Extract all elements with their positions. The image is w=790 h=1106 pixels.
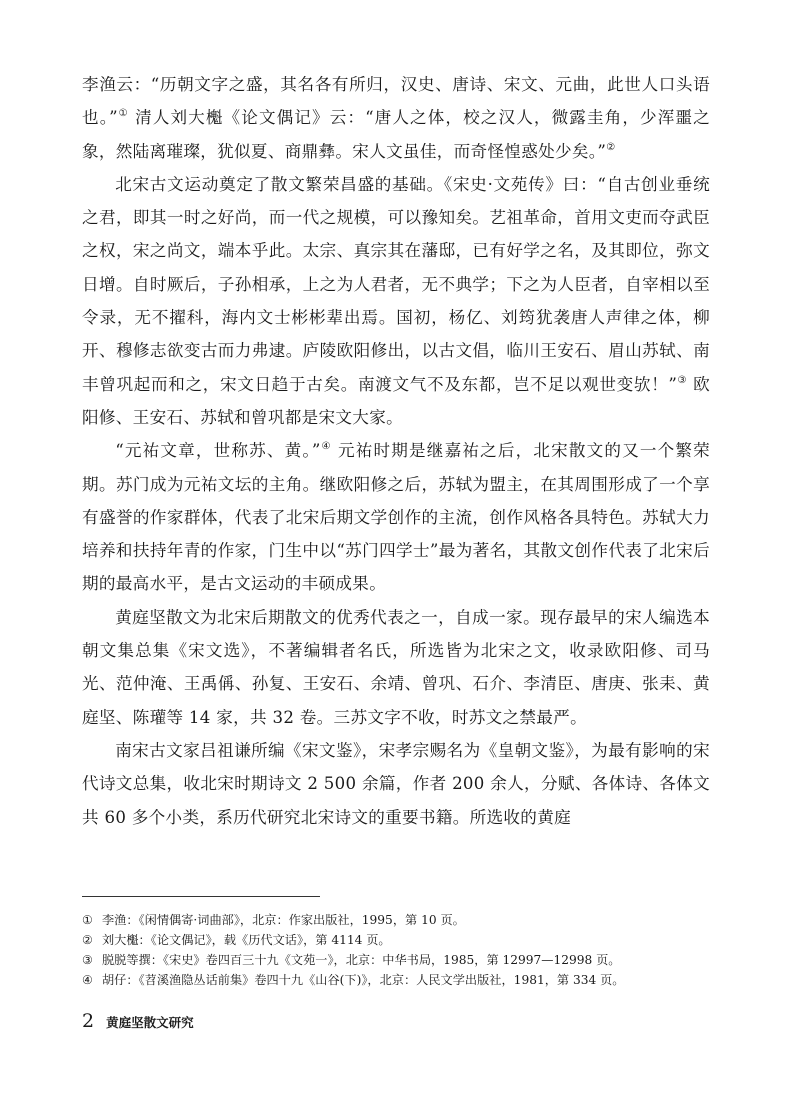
footnote [82,970,710,990]
footnote-mark: ② [82,933,93,947]
page-number: 2 [82,1010,95,1032]
page-footer [82,1010,194,1032]
paragraph [82,434,710,600]
footnote [82,950,710,970]
footnote-ref: ④ [320,441,332,453]
footnote-separator [82,896,320,897]
paragraph [82,68,710,168]
footnote-text: 胡仔：《苕溪渔隐丛话前集》卷四十九《山谷(下)》，北京：人民文学出版社，1981，第 334 页。 [102,973,625,987]
footnote-text: 脱脱等撰：《宋史》卷四百三十九《文苑一》，北京：中华书局，1985，第 12997—12998 页。 [102,953,621,967]
footnote-text: 刘大櫆：《论文偶记》，载《历代文话》，第 4114 页。 [102,933,391,947]
text-segment: “元祐文章，世称苏、黄。” [115,441,321,461]
footnote-mark: ① [82,913,93,927]
footnote-mark: ④ [82,973,93,987]
text-segment: 李渔云：“历朝文字之盛，其名各有所归，汉史、唐诗、宋文、元曲，此世人口头语也。” [82,75,710,128]
paragraph [82,734,710,834]
text-segment: 清人刘大櫆《论文偶记》云：“唐人之体，校之汉人，微露圭角，少浑噩之象，然陆离璀璨，犹似夏、商鼎彝。宋人文虽佳，而奇怪惶惑处少矣。” [82,108,710,161]
main-text [82,68,710,834]
footnote-ref: ③ [677,374,688,386]
footnote-text: 李渔：《闲情偶寄·词曲部》，北京：作家出版社，1995，第 10 页。 [102,913,465,927]
footnote-ref: ② [606,141,616,153]
footnote [82,930,710,950]
footnotes [82,910,710,990]
paragraph [82,168,710,434]
text-segment: 北宋古文运动奠定了散文繁荣昌盛的基础。《宋史·文苑传》曰：“自古创业垂统之君，即其一时之好尚，而一代之规模，可以豫知矣。艺祖革命，首用文吏而夺武臣之权，宋之尚文，端本乎此。太宗、真宗其在藩邸，已有好学之名，及其即位，弥文日增。自时厥后，子孙相承，上之为人君者，无不典学；下之为人臣者，自宰相以至令录，无不擢科，海内文士彬彬辈出焉。国初，杨亿、刘筠犹袭唐人声律之体，柳开、穆修志欲变古而力弗逮。庐陵欧阳修出，以古文倡，临川王安石、眉山苏轼、南丰曾巩起而和之，宋文日趋于古矣。南渡文气不及东都，岂不足以观世变欤！” [82,174,710,394]
footnote-mark: ③ [82,953,93,967]
running-title: 黄庭坚散文研究 [106,1015,194,1030]
text-segment: 黄庭坚散文为北宋后期散文的优秀代表之一，自成一家。现存最早的宋人编选本朝文集总集《宋文选》，不著编辑者名氏，所选皆为北宋之文，收录欧阳修、司马光、范仲淹、王禹偁、孙复、王安石、余靖、曾巩、石介、李清臣、唐庚、张耒、黄庭坚、陈瓘等 14 家，共 32 卷。三苏文字不收，时苏文之禁最严。 [82,607,710,727]
text-segment: 南宋古文家吕祖谦所编《宋文鉴》，宋孝宗赐名为《皇朝文鉴》，为最有影响的宋代诗文总集，收北宋时期诗文 2 500 余篇，作者 200 余人，分赋、各体诗、各体文共 60 多个小类，系历代研究北宋诗文的重要书籍。所选收的黄庭 [82,740,710,827]
footnote-ref: ① [117,108,129,120]
text-segment: 欧阳修、王安石、苏轼和曾巩都是宋文大家。 [82,374,711,427]
paragraph [82,601,710,734]
footnote [82,910,710,930]
text-segment: 元祐时期是继嘉祐之后，北宋散文的又一个繁荣期。苏门成为元祐文坛的主角。继欧阳修之后，苏轼为盟主，在其周围形成了一个享有盛誉的作家群体，代表了北宋后期文学创作的主流，创作风格各具特色。苏轼大力培养和扶持年青的作家，门生中以“苏门四学士”最为著名，其散文创作代表了北宋后期的最高水平，是古文运动的丰硕成果。 [82,441,711,594]
